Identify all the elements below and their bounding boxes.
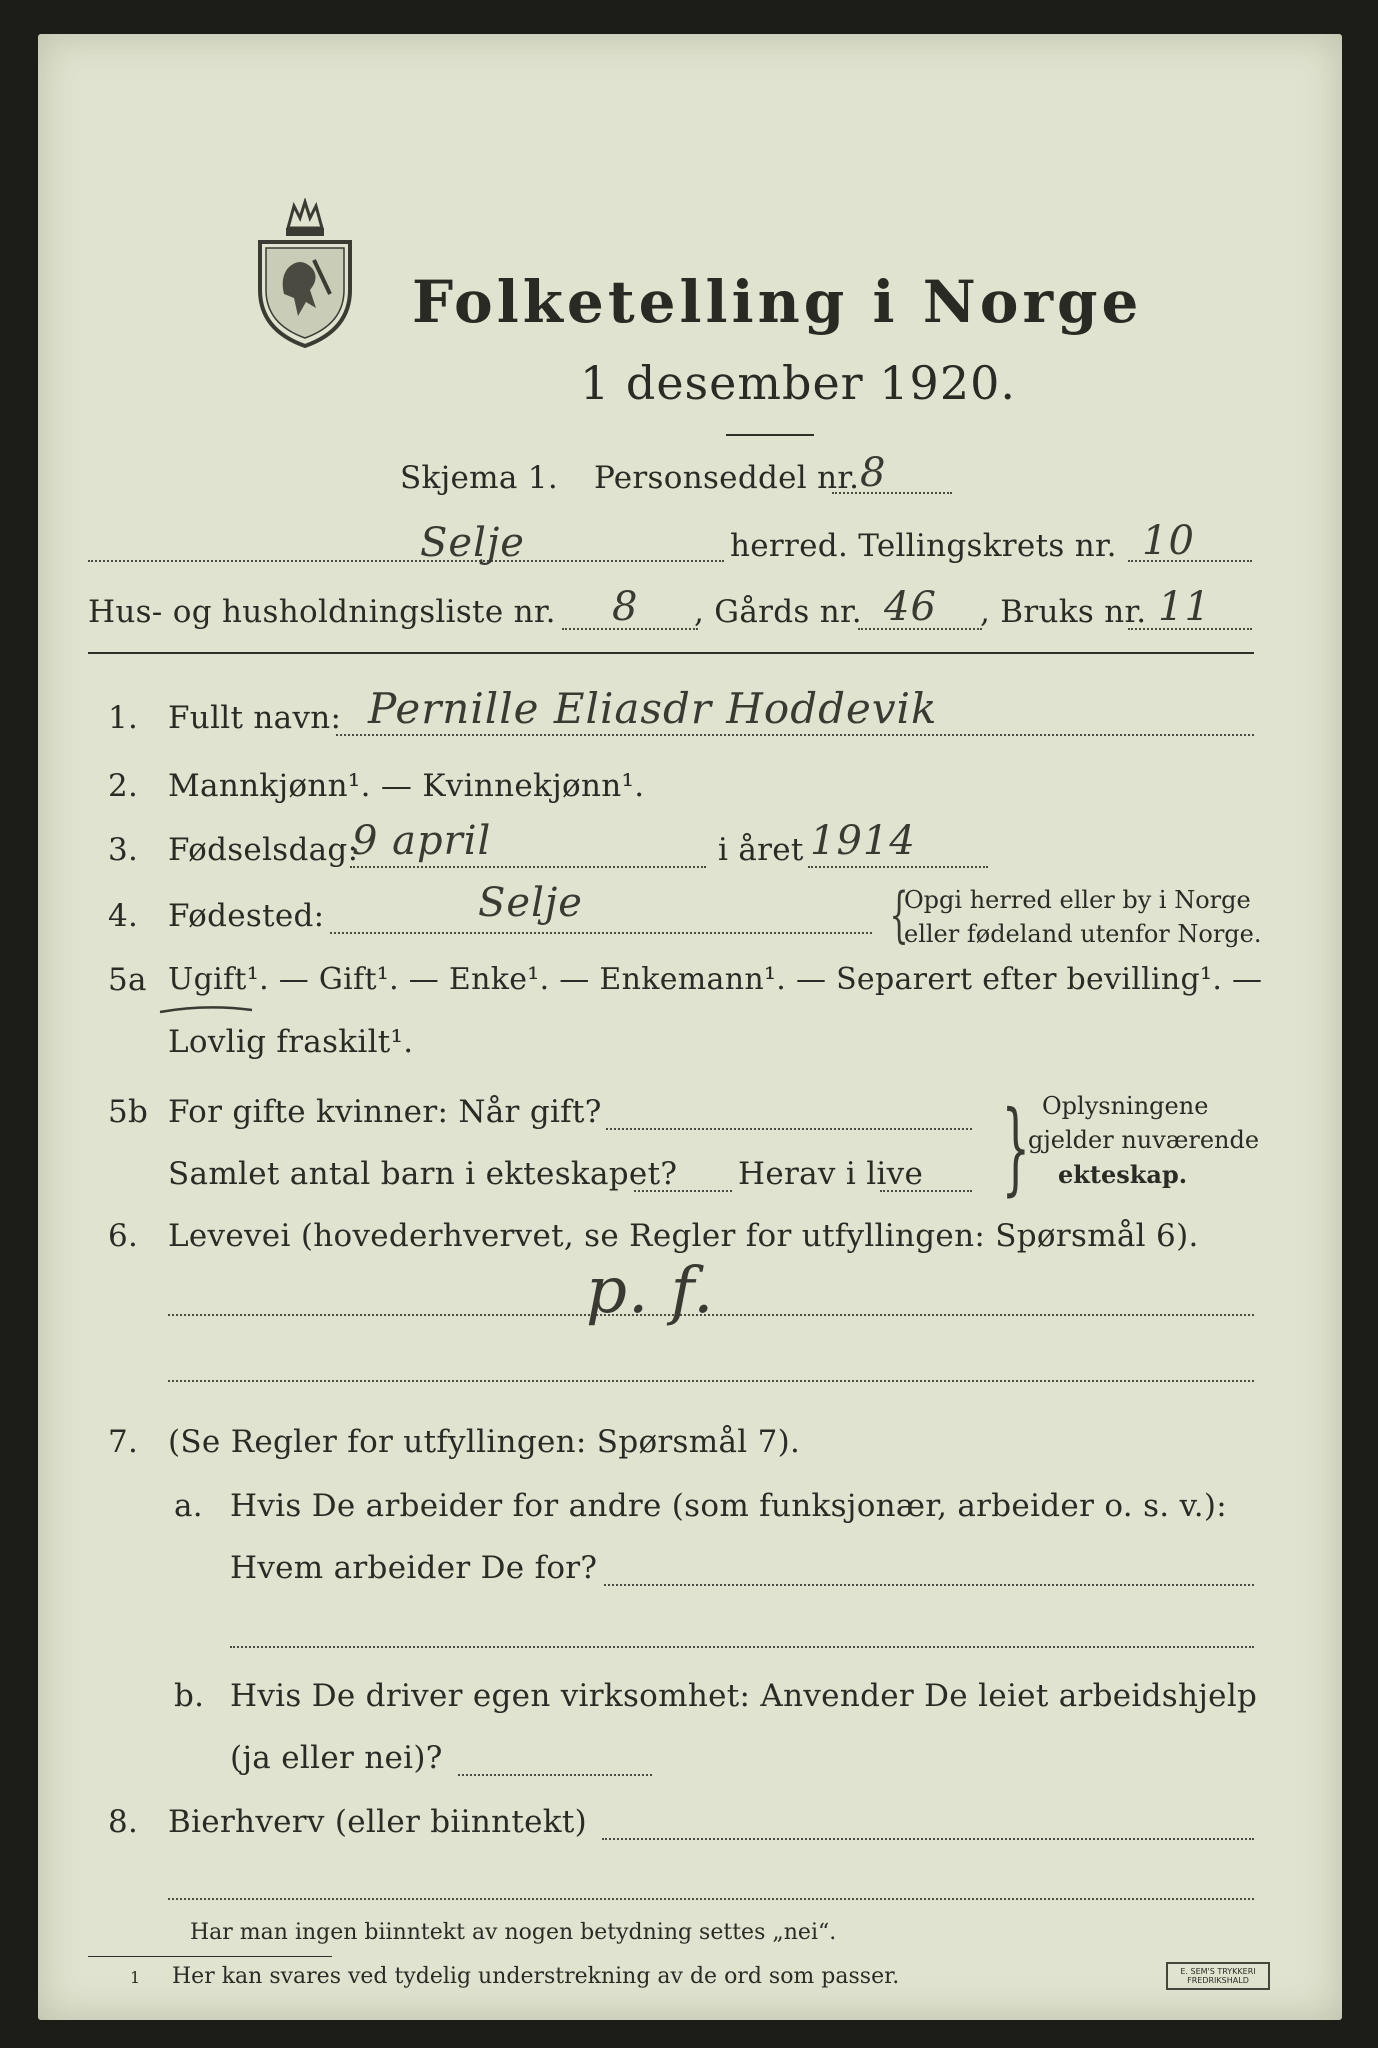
hus-value: 8 <box>612 584 639 630</box>
q6-label: Levevei (hovederhvervet, se Regler for utfyllingen: Spørsmål 6). <box>168 1218 1199 1254</box>
gards-value: 46 <box>884 584 937 630</box>
q5b-label: For gifte kvinner: Når gift? <box>168 1094 602 1130</box>
personseddel-label: Personseddel nr. <box>594 460 860 496</box>
q3-birth-date: 9 april <box>352 818 492 864</box>
q4-birthplace: Selje <box>478 880 583 926</box>
q4-note-1: Opgi herred eller by i Norge <box>904 886 1251 914</box>
coat-of-arms-icon <box>250 198 360 348</box>
q7a-letter: a. <box>174 1488 203 1524</box>
q4-note-2: eller fødeland utenfor Norge. <box>904 920 1262 948</box>
q1-full-name: Pernille Eliasdr Hoddevik <box>368 684 938 733</box>
q5b-note-3: ekteskap. <box>1058 1160 1188 1189</box>
q2-number: 2. <box>108 768 139 804</box>
census-date: 1 desember 1920. <box>580 356 1016 410</box>
q7a-label: Hvis De arbeider for andre (som funksjonær, arbeider o. s. v.): <box>230 1488 1228 1524</box>
tellingskrets-value: 10 <box>1142 518 1195 564</box>
q5a-label-2: Lovlig fraskilt¹. <box>168 1024 414 1060</box>
q7a-label-2: Hvem arbeider De for? <box>230 1550 598 1586</box>
q4-number: 4. <box>108 898 139 934</box>
q3-year-label: i året <box>718 832 804 868</box>
skjema-label: Skjema 1. <box>400 460 558 496</box>
q1-label: Fullt navn: <box>168 700 342 736</box>
hus-label: Hus- og husholdningsliste nr. <box>88 594 556 630</box>
herred-value: Selje <box>420 520 525 566</box>
q7-number: 7. <box>108 1424 139 1460</box>
q5b-note-2: gjelder nuværende <box>1028 1126 1260 1154</box>
personseddel-value: 8 <box>860 450 887 496</box>
q7-label: (Se Regler for utfyllingen: Spørsmål 7). <box>168 1424 801 1460</box>
q8-number: 8. <box>108 1804 139 1840</box>
stamp-line-2: FREDRIKSHALD <box>1187 1976 1249 1985</box>
q5b-note-1: Oplysningene <box>1042 1092 1209 1120</box>
census-form: Folketelling i Norge 1 desember 1920. Skjema 1. Personseddel nr. 8 Selje herred. Tellingskrets nr. 10 Hus- og husholdningsliste nr. 8 , Gårds nr. 46 , Bruks nr. 11 1. Fullt navn: Pernille Eliasdr Hoddevik 2. Mannkjønn¹. — Kvinnekjønn¹. 3. Fødselsdag: 9 april i året 1914 4. Fødested: Selje { Opgi herred eller by i Norge eller fødeland utenfor Norge. 5a Ugift¹. — Gift¹. — Enke¹. — Enkemann¹. — Separert efter bevilling¹. — Lovlig fraskilt¹. 5b For gifte kvinner: Når gift? Samlet antal barn i ekteskapet? Herav i live } Oplysningene gjelder nuværende ekteskap. 6. Levevei (hovederhvervet, se Regler for utfyllingen: Spørsmål 6). p. f. 7. (Se Regler for utfyllingen: Spørsmål 7). a. Hvis De arbeider for andre (som funksjonær, arbeider o. s. v.): Hvem arbeider De for? b. Hvis De driver egen virksomhet: Anvender De leiet arbeidshjelp (ja eller nei)? 8. Bierhverv (eller biinntekt) Har man ingen biinntekt av nogen betydning settes „nei“. 1 Her kan svares ved tydelig understrekning av de ord som passer. E. SEM'S TRYKKERI FREDRIKSHALD <box>38 34 1342 2020</box>
q6-number: 6. <box>108 1218 139 1254</box>
q5a-label: Ugift¹. — Gift¹. — Enke¹. — Enkemann¹. — Separert efter bevilling¹. — <box>168 962 1263 997</box>
printer-stamp <box>1166 1962 1270 1990</box>
q7b-label: Hvis De driver egen virksomhet: Anvender De leiet arbeidshjelp <box>230 1678 1258 1714</box>
footnote-text: Her kan svares ved tydelig understrekning av de ord som passer. <box>172 1964 900 1989</box>
form-title: Folketelling i Norge <box>412 268 1143 336</box>
bruks-value: 11 <box>1158 584 1211 630</box>
q3-label: Fødselsdag: <box>168 832 359 868</box>
ugift-underline <box>156 1000 256 1020</box>
q1-number: 1. <box>108 700 139 736</box>
q5b-label-3: Herav i live <box>738 1156 924 1192</box>
bruks-label: , Bruks nr. <box>980 594 1147 630</box>
q5b-label-2: Samlet antal barn i ekteskapet? <box>168 1156 678 1192</box>
q8-note: Har man ingen biinntekt av nogen betydning settes „nei“. <box>190 1920 837 1945</box>
herred-label: herred. Tellingskrets nr. <box>730 528 1117 564</box>
gards-label: , Gårds nr. <box>694 594 862 630</box>
q6-occupation: p. f. <box>586 1254 715 1328</box>
q8-label: Bierhverv (eller biinntekt) <box>168 1804 588 1840</box>
q7b-label-2: (ja eller nei)? <box>230 1740 443 1776</box>
q7b-letter: b. <box>174 1678 205 1714</box>
q2-label: Mannkjønn¹. — Kvinnekjønn¹. <box>168 768 645 804</box>
q5a-number: 5a <box>108 962 147 998</box>
stamp-line-1: E. SEM'S TRYKKERI <box>1180 1967 1256 1976</box>
q4-label: Fødested: <box>168 898 325 934</box>
footnote-number: 1 <box>130 1968 141 1987</box>
q3-birth-year: 1914 <box>810 818 916 864</box>
q3-number: 3. <box>108 832 139 868</box>
q5b-number: 5b <box>108 1094 149 1130</box>
